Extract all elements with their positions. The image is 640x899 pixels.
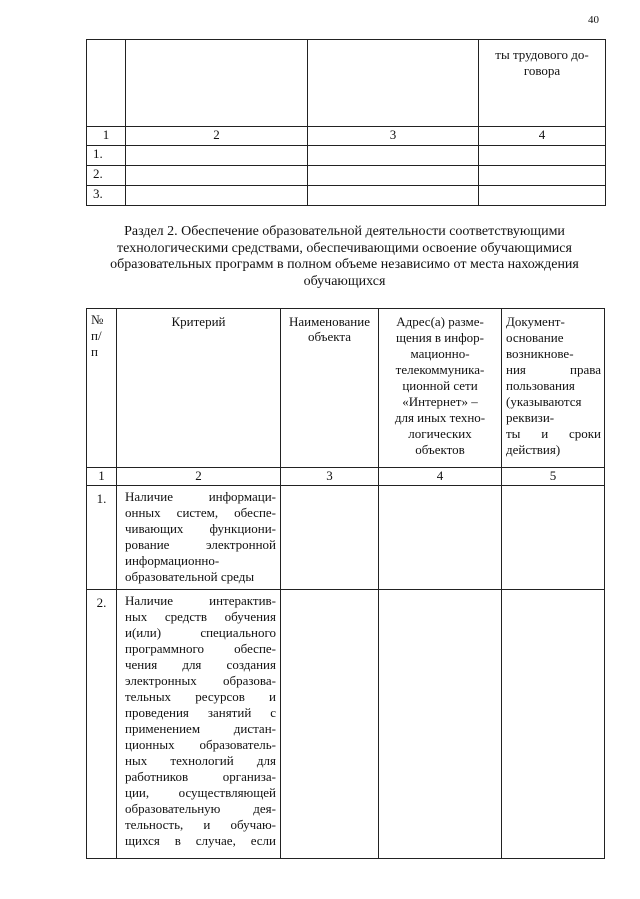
- top-table-number-row: 1 2 3 4: [87, 127, 606, 146]
- criterion-cell: Наличие информаци- онных систем, обеспе- чивающих функциони- рование электронной информационно- образовательной среды: [117, 486, 281, 590]
- table-row: 2.: [87, 166, 606, 186]
- main-table-header-row: [87, 309, 605, 468]
- criterion-cell: Наличие интерактив- ных средств обучения и(или) специального программного обеспе- чения для создания электронных образова- тельных ресурсов и проведения занятий с применением дистан- ционных образователь- ных технологий для работников организа- ции, осуществляющей образовательную дея- тельность, и обучаю- щихся в случае, если: [117, 590, 281, 859]
- table-row: 1. Наличие информаци- онных систем, обеспе- чивающих функциони- рование электронной информационно- образовательной среды: [87, 486, 605, 590]
- header-object-name: Наименование объекта: [281, 309, 379, 468]
- top-table-header-fragment: ты трудового до- говора: [479, 40, 606, 127]
- table-row: 3.: [87, 186, 606, 206]
- header-number: № п/ п: [87, 309, 117, 468]
- main-table-number-row: 1 2 3 4 5: [87, 468, 605, 486]
- table-row: 1.: [87, 146, 606, 166]
- main-table: [86, 308, 605, 859]
- table-row: 2. Наличие интерактив- ных средств обучения и(или) специального программного обеспе- чения для создания электронных образова- тельных ресурсов и проведения занятий с применением дистан- ционных образователь- ных технологий для работников организа- ции, осуществляющей образовательную дея- тельность, и обучаю- щихся в случае, если: [87, 590, 605, 859]
- header-document: Документ- основание возникнове- ния права пользования (указываются реквизи- ты и сроки действия): [502, 309, 605, 468]
- top-table: [86, 39, 606, 206]
- header-address: Адрес(а) разме- щения в инфор- мационно- телекоммуника- ционной сети «Интернет» – для иных техно- логических объектов: [379, 309, 502, 468]
- header-criterion: Критерий: [117, 309, 281, 468]
- top-table-header-row: [87, 40, 606, 127]
- section-heading: Раздел 2. Обеспечение образовательной деятельности соответствующими технологическими средствами, обеспечивающими освоение обучающимися образовательных программ в полном объеме независимо от места нахождения обучающихся: [110, 224, 579, 289]
- page-number: 40: [588, 14, 599, 26]
